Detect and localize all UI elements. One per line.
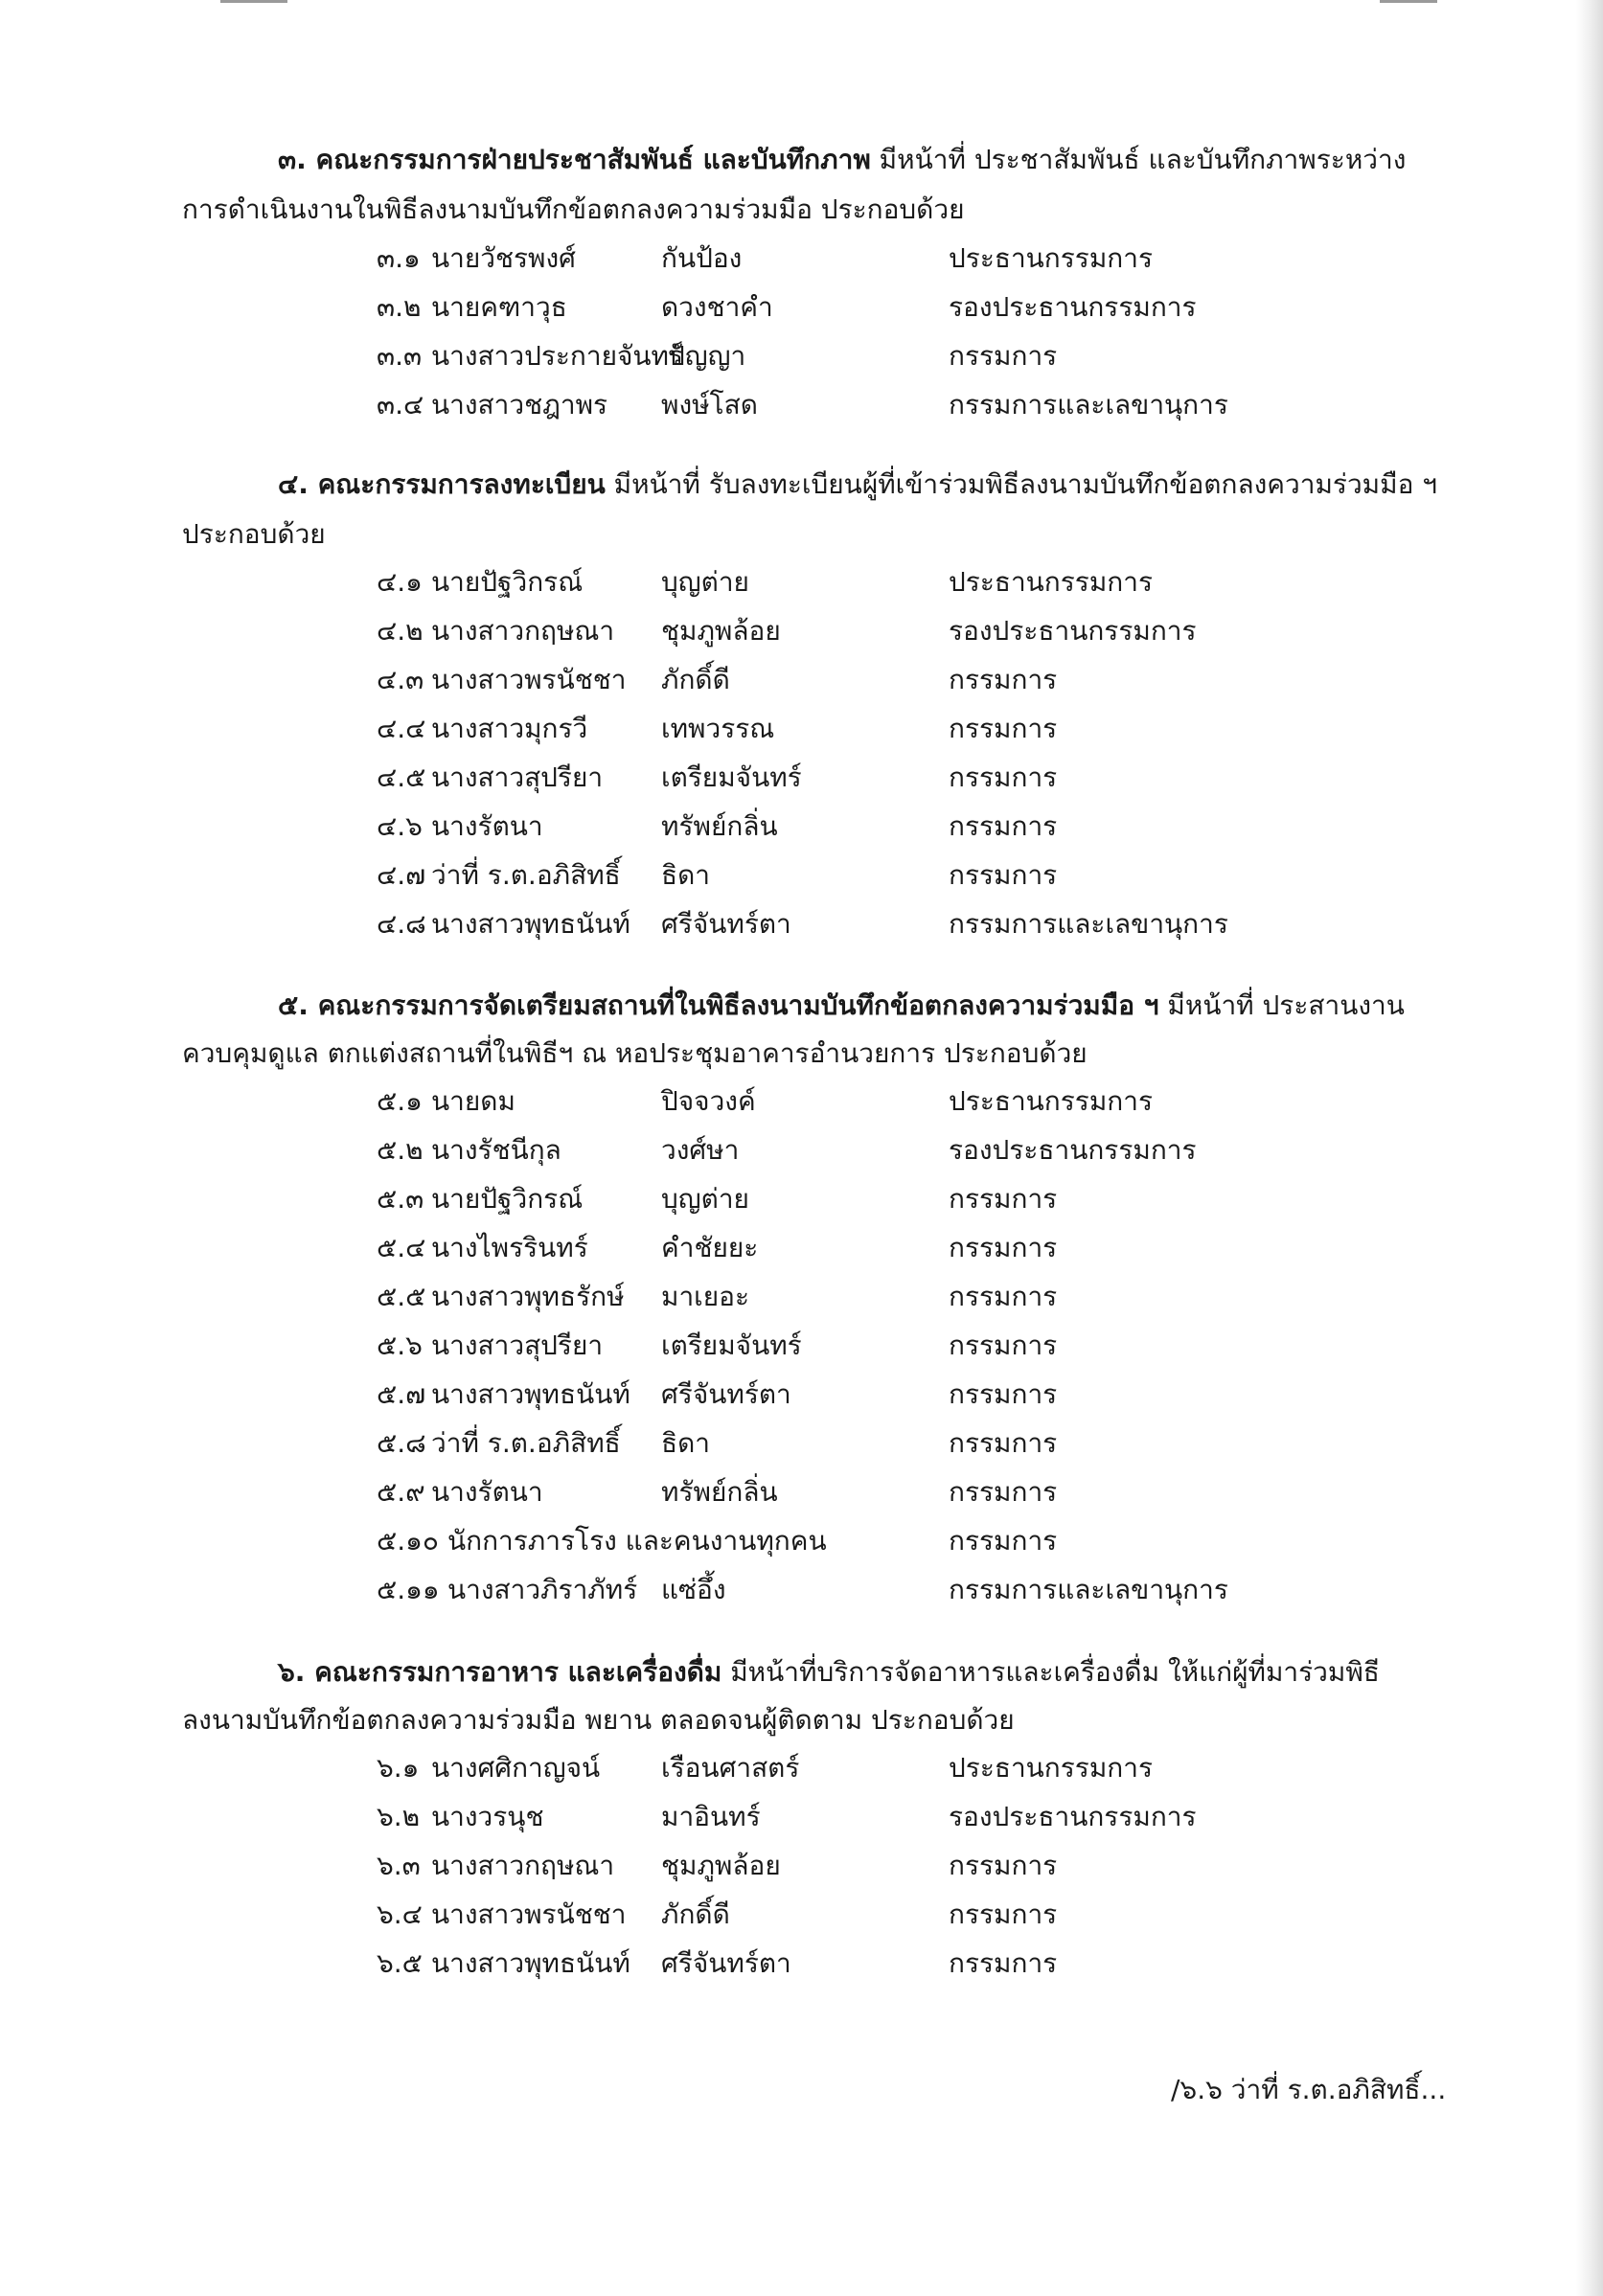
member-row [0, 704, 1603, 753]
member-name: นายวัชรพงศ์ [431, 242, 576, 274]
member-name: นางสาวสุปรียา [431, 762, 604, 793]
member-role: กรรมการ [949, 1525, 1058, 1557]
member-number: ๖.๓ [377, 1850, 421, 1881]
member-surname: เรือนศาสตร์ [661, 1752, 800, 1784]
member-surname: คำชัยยะ [661, 1232, 759, 1263]
member-name: นางสาวพุทธนันท์ [431, 908, 630, 940]
member-number: ๓.๓ [377, 340, 423, 372]
member-surname: ชุมภูพล้อย [661, 1850, 781, 1881]
member-surname: เทพวรรณ [661, 713, 775, 744]
member-name: นางสาวภิราภัทร์ [447, 1574, 638, 1605]
member-number: ๔.๖ [377, 810, 423, 842]
member-name: นางสาวพรนัชชา [431, 664, 627, 695]
member-row [0, 1272, 1603, 1321]
member-number: ๕.๓ [377, 1183, 424, 1215]
member-number: ๕.๖ [377, 1330, 423, 1361]
member-name: นางรัชนีกุล [431, 1134, 561, 1166]
member-role: ประธานกรรมการ [949, 1085, 1154, 1117]
member-role: รองประธานกรรมการ [949, 291, 1197, 323]
member-number: ๕.๘ [377, 1427, 426, 1459]
member-number: ๖.๑ [377, 1752, 420, 1784]
member-name: นายคฑาวุธ [431, 291, 567, 323]
member-name: นายปัฐวิกรณ์ [431, 1183, 584, 1215]
member-number: ๖.๒ [377, 1801, 421, 1832]
member-number: ๕.๑๐ [377, 1525, 439, 1557]
member-row [0, 1743, 1603, 1792]
section-heading [278, 1649, 1380, 1695]
member-number: ๔.๔ [377, 713, 426, 744]
section-title: ๔. คณะกรรมการลงทะเบียน [278, 468, 606, 500]
member-role: กรรมการ [949, 1947, 1058, 1979]
member-name: นายดม [431, 1085, 515, 1117]
member-surname: ศรีจันทร์ตา [661, 1947, 791, 1979]
member-role: กรรมการ [949, 859, 1058, 891]
member-row [0, 606, 1603, 655]
member-name: ว่าที่ ร.ต.อภิสิทธิ์ [431, 1427, 621, 1459]
member-role: ประธานกรรมการ [949, 242, 1154, 274]
member-role: รองประธานกรรมการ [949, 1801, 1197, 1832]
member-row [0, 1792, 1603, 1841]
member-number: ๔.๒ [377, 615, 424, 647]
member-surname: กันป้อง [661, 242, 743, 274]
member-row [0, 283, 1603, 331]
member-surname: บุญต่าย [661, 1183, 749, 1215]
member-number: ๓.๔ [377, 389, 424, 421]
member-name: นางสาวกฤษณา [431, 615, 615, 647]
member-role: กรรมการ [949, 713, 1058, 744]
member-row [0, 851, 1603, 899]
member-row [0, 1321, 1603, 1370]
member-number: ๔.๗ [377, 859, 426, 891]
member-row [0, 1174, 1603, 1223]
section-duty: มีหน้าที่ ประสานงาน [1158, 989, 1405, 1021]
member-row [0, 234, 1603, 283]
member-name: นางสาวกฤษณา [431, 1850, 615, 1881]
member-surname: เตรียมจันทร์ [661, 1330, 802, 1361]
member-name: ว่าที่ ร.ต.อภิสิทธิ์ [431, 859, 621, 891]
member-role: กรรมการ [949, 664, 1058, 695]
member-name: นางสาวมุกรวี [431, 713, 588, 744]
member-surname: ภักดิ์ดี [661, 1898, 730, 1930]
member-role: กรรมการ [949, 1330, 1058, 1361]
member-name: นางสาวพุทธนันท์ [431, 1947, 630, 1979]
section-duty-continued: ประกอบด้วย [182, 518, 326, 550]
member-role: ประธานกรรมการ [949, 566, 1154, 598]
member-surname: ดวงชาคำ [661, 291, 773, 323]
section-duty-continued: ลงนามบันทึกข้อตกลงความร่วมมือ พยาน ตลอดจนผู้ติดตาม ประกอบด้วย [182, 1704, 1015, 1736]
section-duty: มีหน้าที่ รับลงทะเบียนผู้ที่เข้าร่วมพิธีลงนามบันทึกข้อตกลงความร่วมมือ ฯ [605, 468, 1438, 500]
member-row [0, 1125, 1603, 1174]
member-role: รองประธานกรรมการ [949, 1134, 1197, 1166]
member-role: กรรมการ [949, 1427, 1058, 1459]
member-row [0, 655, 1603, 704]
member-number: ๖.๔ [377, 1898, 423, 1930]
member-number: ๔.๓ [377, 664, 424, 695]
scan-mark [220, 0, 287, 3]
section-duty-continued: การดำเนินงานในพิธีลงนามบันทึกข้อตกลงความร่วมมือ ประกอบด้วย [182, 193, 965, 225]
member-role: กรรมการ [949, 1281, 1058, 1312]
member-role: กรรมการ [949, 1183, 1058, 1215]
member-role: กรรมการ [949, 762, 1058, 793]
member-number: ๕.๑๑ [377, 1574, 440, 1605]
member-surname: เตรียมจันทร์ [661, 762, 802, 793]
member-name: นางสาวสุปรียา [431, 1330, 604, 1361]
member-row [0, 557, 1603, 606]
member-row [0, 1419, 1603, 1467]
member-row [0, 1565, 1603, 1614]
member-row [0, 1890, 1603, 1939]
member-name: นายปัฐวิกรณ์ [431, 566, 584, 598]
section-duty-continued: ควบคุมดูแล ตกแต่งสถานที่ในพิธีฯ ณ หอประชุมอาคารอำนวยการ ประกอบด้วย [182, 1037, 1088, 1069]
member-name: นางศศิกาญจน์ [431, 1752, 601, 1784]
member-surname: ปัญญา [668, 340, 746, 372]
member-number: ๕.๔ [377, 1232, 426, 1263]
member-number: ๓.๒ [377, 291, 422, 323]
member-surname: บุญต่าย [661, 566, 749, 598]
member-role: กรรมการและเลขานุการ [949, 908, 1228, 940]
section-title: ๕. คณะกรรมการจัดเตรียมสถานที่ในพิธีลงนามบันทึกข้อตกลงความร่วมมือ ฯ [278, 989, 1159, 1021]
member-surname: พงษ์โสด [661, 389, 758, 421]
member-number: ๕.๒ [377, 1134, 424, 1166]
member-role: กรรมการ [949, 810, 1058, 842]
member-role: กรรมการและเลขานุการ [949, 1574, 1228, 1605]
member-number: ๓.๑ [377, 242, 421, 274]
member-row [0, 1370, 1603, 1419]
member-surname: ศรีจันทร์ตา [661, 908, 791, 940]
member-row [0, 1516, 1603, 1565]
member-number: ๕.๑ [377, 1085, 423, 1117]
member-name: นางวรนุช [431, 1801, 544, 1832]
member-surname: แซ่อึ้ง [661, 1574, 726, 1605]
member-role: กรรมการ [949, 1378, 1058, 1410]
member-surname: วงศ์ษา [661, 1134, 740, 1166]
member-number: ๕.๙ [377, 1476, 425, 1508]
member-name: นางสาวชฎาพร [431, 389, 608, 421]
member-row [0, 1223, 1603, 1272]
member-role: กรรมการ [949, 1898, 1058, 1930]
section-duty: มีหน้าที่ ประชาสัมพันธ์ และบันทึกภาพระหว่าง [870, 144, 1407, 175]
section-title: ๖. คณะกรรมการอาหาร และเครื่องดื่ม [278, 1656, 722, 1688]
member-surname: ปิจจวงค์ [661, 1085, 756, 1117]
member-name: นางรัตนา [431, 1476, 543, 1508]
section-heading [278, 137, 1406, 183]
member-row [0, 899, 1603, 948]
continuation-note: /๖.๖ ว่าที่ ร.ต.อภิสิทธิ์... [1171, 2074, 1447, 2105]
member-row [0, 802, 1603, 851]
member-row [0, 1939, 1603, 1988]
member-number: ๖.๕ [377, 1947, 423, 1979]
member-role: กรรมการ [949, 1232, 1058, 1263]
member-number: ๔.๑ [377, 566, 423, 598]
member-name: นางรัตนา [431, 810, 543, 842]
member-number: ๕.๕ [377, 1281, 426, 1312]
member-surname: ภักดิ์ดี [661, 664, 730, 695]
member-row [0, 1467, 1603, 1516]
member-surname: ธิดา [661, 859, 710, 891]
member-row [0, 1841, 1603, 1890]
member-row [0, 753, 1603, 802]
member-role: รองประธานกรรมการ [949, 615, 1197, 647]
member-surname: ทรัพย์กลิ่น [661, 1476, 778, 1508]
member-role: ประธานกรรมการ [949, 1752, 1154, 1784]
member-row [0, 380, 1603, 429]
section-duty: มีหน้าที่บริการจัดอาหารและเครื่องดื่ม ให้แก่ผู้ที่มาร่วมพิธี [721, 1656, 1380, 1688]
member-role: กรรมการ [949, 340, 1058, 372]
section-heading [278, 983, 1405, 1029]
member-name: นางสาวพุทธนันท์ [431, 1378, 630, 1410]
section-heading [278, 462, 1437, 508]
member-role: กรรมการและเลขานุการ [949, 389, 1228, 421]
member-surname: มาเยอะ [661, 1281, 750, 1312]
member-number: ๕.๗ [377, 1378, 426, 1410]
member-name: นางสาวพุทธรักษ์ [431, 1281, 625, 1312]
member-row [0, 1077, 1603, 1125]
member-role: กรรมการ [949, 1850, 1058, 1881]
member-surname: ชุมภูพล้อย [661, 615, 781, 647]
member-name: นางไพรรินทร์ [431, 1232, 588, 1263]
member-role: กรรมการ [949, 1476, 1058, 1508]
member-name: นางสาวพรนัชชา [431, 1898, 627, 1930]
member-surname: ทรัพย์กลิ่น [661, 810, 778, 842]
section-title: ๓. คณะกรรมการฝ่ายประชาสัมพันธ์ และบันทึกภาพ [278, 144, 871, 175]
member-name: นักการภารโรง และคนงานทุกคน [447, 1525, 827, 1557]
member-number: ๔.๘ [377, 908, 426, 940]
member-number: ๔.๕ [377, 762, 426, 793]
member-row [0, 331, 1603, 380]
member-surname: ธิดา [661, 1427, 710, 1459]
member-surname: มาอินทร์ [661, 1801, 761, 1832]
scan-mark [1380, 0, 1437, 3]
member-surname: ศรีจันทร์ตา [661, 1378, 791, 1410]
member-name: นางสาวประกายจันทร์ [431, 340, 684, 372]
